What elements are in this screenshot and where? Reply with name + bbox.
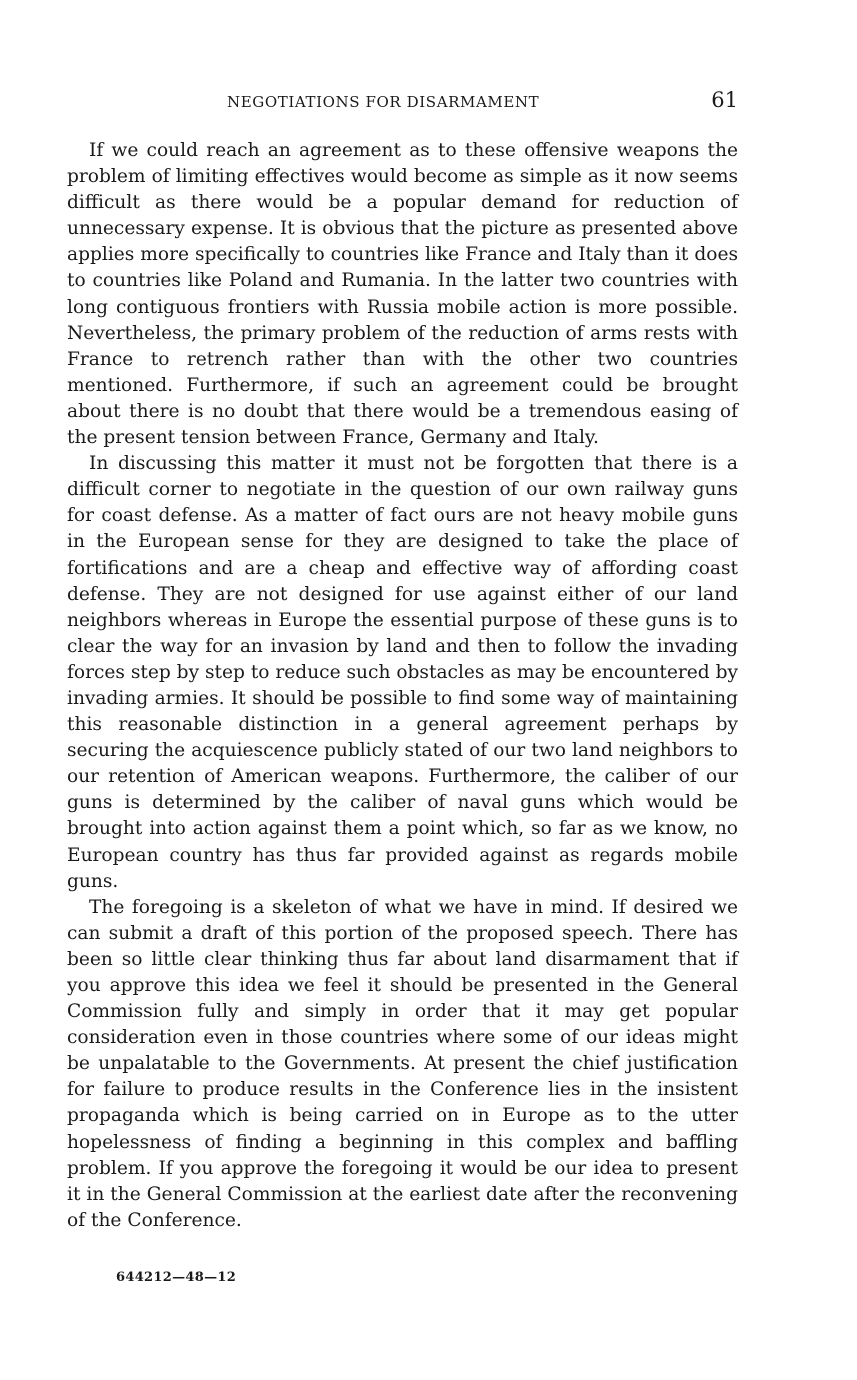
running-title: NEGOTIATIONS FOR DISARMAMENT [227,93,540,111]
document-page [67,0,738,1380]
page-number: 61 [711,88,738,112]
printer-code: 644212—48—12 [116,1270,237,1285]
running-header [67,88,738,118]
body-text [67,138,738,1234]
paragraph-offensive-weapons: If we could reach an agreement as to these offensive weapons the problem of limiting effectives would become as simple as it now seems difficult as there would be a popular demand for reduction of unnecessary expense. It is obvious that the picture as presented above applies more specifically to countries like France and Italy than it does to countries like Poland and Rumania. In the latter two countries with long contiguous frontiers with Russia mobile action is more possible. Nevertheless, the primary problem of the reduction of arms rests with France to retrench rather than with the other two countries mentioned. Furthermore, if such an agreement could be brought about there is no doubt that there would be a tremendous easing of the present tension between France, Germany and Italy. [67,140,738,449]
paragraph-railway-guns: In discussing this matter it must not be forgotten that there is a difficult corner to negotiate in the question of our own railway guns for coast defense. As a matter of fact ours are not heavy mobile guns in the European sense for they are designed to take the place of fortifications and are a cheap and effective way of affording coast defense. They are not designed for use against either of our land neighbors whereas in Europe the essential purpose of these guns is to clear the way for an invasion by land and then to follow the invading forces step by step to reduce such obstacles as may be encountered by invading armies. It should be possible to find some way of maintaining this reasonable distinction in a general agreement perhaps by securing the acquiescence publicly stated of our two land neighbors to our retention of American weapons. Furthermore, the caliber of our guns is determined by the caliber of naval guns which would be brought into action against them a point which, so far as we know, no European country has thus far provided against as regards mobile guns. [67,453,738,892]
paragraph-conclusion: The foregoing is a skeleton of what we have in mind. If desired we can submit a draft of this portion of the proposed speech. There has been so little clear thinking thus far about land disarmament that if you approve this idea we feel it should be presented in the General Commission fully and simply in order that it may get popular consideration even in those countries where some of our ideas might be unpalatable to the Governments. At present the chief justification for failure to produce results in the Conference lies in the insistent propaganda which is being carried on in Europe as to the utter hopelessness of finding a beginning in this complex and baffling problem. If you approve the foregoing it would be our idea to present it in the General Commission at the earliest date after the reconvening of the Conference. [67,896,738,1231]
